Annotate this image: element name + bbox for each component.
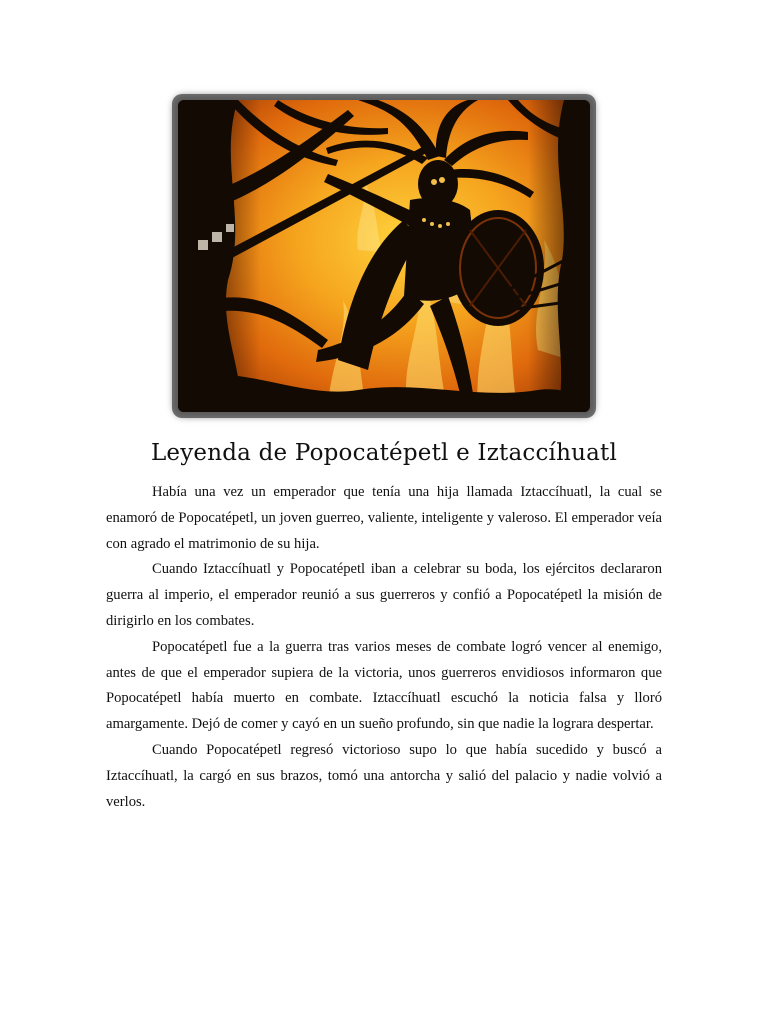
story-paragraph-3: Popocatépetl fue a la guerra tras varios meses de combate logró vencer al enemigo, antes de que el emperador supiera de la victoria, unos guerreros envidiosos informaron que Popocatépetl había muerto en combate. Iztaccíhuatl escuchó la noticia falsa y lloró amargamente. Dejó de comer y cayó en un sueño profundo, sin que nadie la lograra despertar. [106, 638, 662, 733]
story-paragraph-2: Cuando Iztaccíhuatl y Popocatépetl iban a celebrar su boda, los ejércitos declararon guerra al imperio, el emperador reunió a sus guerreros y confió a Popocatépetl la misión de dirigirlo en los combates. [106, 561, 662, 629]
warrior-illustration [178, 100, 590, 412]
story-paragraph-4: Cuando Popocatépetl regresó victorioso supo lo que había sucedido y buscó a Iztaccíhuatl, la cargó en sus brazos, tomó una antorcha y salió del palacio y nadie volvió a verlos. [106, 741, 662, 810]
warrior-silhouette-image [178, 100, 590, 412]
story-body [106, 480, 662, 815]
story-paragraph-1: Había una vez un emperador que tenía una hija llamada Iztaccíhuatl, la cual se enamoró de Popocatépetl, un joven guerreo, valiente, inteligente y valeroso. El emperador veía con agrado el matrimonio de su hija. [106, 484, 662, 552]
document-title: Leyenda de Popocatépetl e Iztaccíhuatl [150, 440, 618, 466]
